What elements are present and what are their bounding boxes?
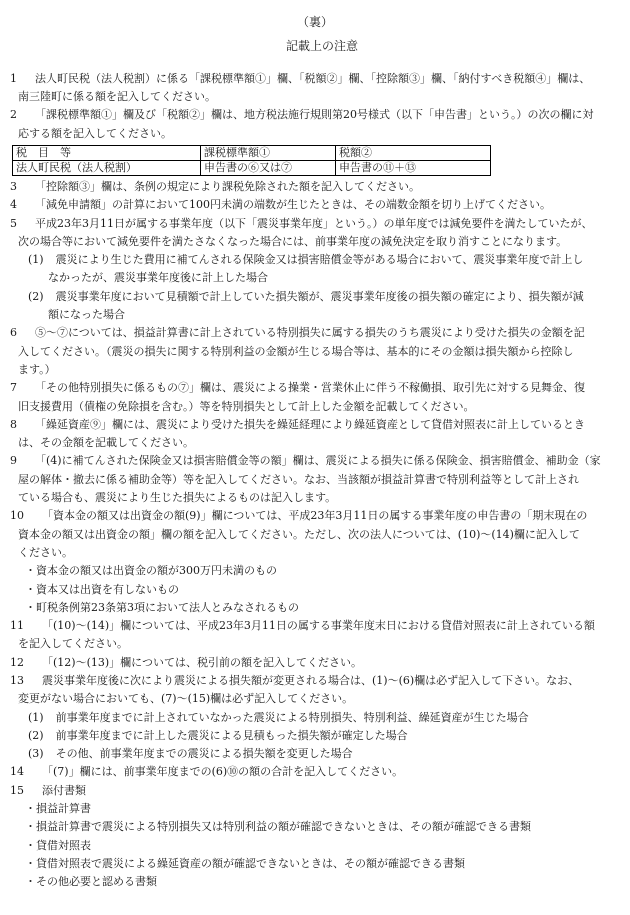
table-header-cell: 税 目 等	[13, 145, 201, 160]
note-line: 旧支援費用（債権の免除損を含む。）等を特別損失として計上した金額を記載してください。	[18, 399, 475, 413]
notes-list	[0, 70, 630, 892]
note-line	[10, 672, 624, 690]
sub-item-1	[18, 709, 624, 727]
note-item-8	[0, 416, 624, 453]
note-text: ⑤～⑦については、損益計算書に計上されている特別損失に属する損失のうち震災により受けた損失の金額を記	[35, 326, 585, 340]
sub-number: (1)	[28, 710, 44, 724]
note-line	[10, 654, 624, 672]
note-line: ている場合も、震災により生じた損失によるものは記入します。	[18, 491, 337, 505]
note-text: 法人町民税（法人税割）に係る「課税標準額①」欄、「税額②」欄、「控除額③」欄、「納付すべき税額④」欄は、	[35, 71, 591, 85]
note-line: 応する額を記入してください。	[18, 126, 172, 140]
note-line	[10, 416, 624, 434]
note-number: 2	[10, 108, 17, 122]
note-text: 「(4)に補てんされた保険金又は損害賠償金等の額」欄は、震災による損失に係る保険金、損害賠償金、補助金（家	[35, 454, 601, 468]
sub-item-2	[18, 727, 624, 745]
note-line: 入してください。（震災の損失に関する特別利益の金額が生じる場合等は、基本的にその金額は損失額から控除し	[18, 344, 574, 358]
note-item-2	[0, 106, 624, 143]
note-number: 5	[10, 216, 17, 230]
note-item-3	[0, 178, 624, 196]
note-text: 「(7)」欄には、前事業年度までの(6)⑩の額の合計を記入してください。	[42, 765, 404, 779]
attachment-item: ・貸借対照表	[25, 838, 91, 852]
note-number: 11	[10, 619, 24, 633]
sub-line	[28, 709, 624, 727]
bullet-item: ・資本又は出資を有しないもの	[25, 582, 179, 596]
table-row	[13, 160, 491, 175]
note-text: 震災事業年度後に次により震災による損失額が変更される場合は、(1)～(6)欄は必ず記入して下さい。なお、	[42, 674, 580, 687]
note-number: 8	[10, 417, 17, 431]
note-item-1	[0, 70, 624, 107]
sub-text: 前事業年度までに計上されていなかった震災による特別損失、特別利益、繰延資産が生じた場合	[55, 710, 529, 724]
note-line	[10, 507, 624, 525]
table-cell: 申告書の⑥又は⑦	[201, 160, 336, 175]
note-text: 「減免申請額」の計算において100円未満の端数が生じたときは、その端数金額を切り上げてください。	[35, 198, 551, 212]
note-line: は、その金額を記載してください。	[18, 436, 194, 450]
sub-item-2	[18, 288, 624, 325]
note-item-14	[0, 763, 624, 781]
note-item-7	[0, 379, 624, 416]
note-text: 添付書類	[42, 783, 86, 797]
note-line	[10, 70, 624, 88]
note-text: 「その他特別損失に係るもの⑦」欄は、震災による操業・営業休止に伴う不稼働損、取引先に対する見舞金、復	[35, 381, 585, 395]
page-side-label: （裏）	[296, 15, 333, 29]
page-header	[0, 0, 630, 58]
sub-line: 額になった場合	[48, 308, 125, 322]
note-number: 12	[10, 655, 24, 669]
note-number: 10	[10, 509, 24, 523]
note-line: 変更がない場合においても、(7)～(15)欄は必ず記入してください。	[18, 692, 354, 706]
note-item-6	[0, 324, 624, 379]
note-text: 「(12)～(13)」欄については、税引前の額を記入してください。	[42, 655, 362, 669]
sub-line	[28, 251, 624, 269]
attachment-item: ・貸借対照表で震災による繰延資産の額が確認できないときは、その額が確認できる書類	[25, 856, 465, 870]
note-number: 13	[10, 674, 24, 687]
note-line: を記入してください。	[18, 637, 128, 651]
note-line	[10, 379, 624, 397]
note-line	[10, 215, 624, 233]
sub-text: 震災により生じた費用に補てんされる保険金又は損害賠償金等がある場合において、震災事業年度で計上し	[55, 253, 584, 267]
sub-number: (2)	[28, 728, 44, 742]
note-line: ください。	[18, 545, 73, 559]
note-item-10	[0, 507, 624, 617]
sub-number: (2)	[28, 289, 44, 303]
sub-line	[28, 745, 624, 763]
note-line	[10, 196, 624, 214]
note-line	[10, 617, 624, 635]
note-line	[10, 106, 624, 124]
note-line	[10, 782, 624, 800]
note-text: 平成23年3月11日が属する事業年度（以下「震災事業年度」という。）の単年度では減免要件を満たしていたが、	[35, 216, 593, 230]
note-line	[10, 452, 624, 470]
note-number: 3	[10, 179, 17, 193]
note-line	[10, 324, 624, 342]
note-item-9	[0, 452, 624, 507]
note-line: 屋の解体・撤去に係る補助金等）等を記入してください。なお、当該額が損益計算書で特別利益等として計上され	[18, 472, 579, 486]
note-line: 次の場合等において減免要件を満たさなくなった場合には、前事業年度の減免決定を取り消すことになります。	[18, 234, 568, 248]
note-number: 1	[10, 71, 17, 85]
attachment-item: ・損益計算書	[25, 802, 91, 816]
table-cell: 法人町民税（法人税割）	[13, 160, 201, 175]
note-item-4	[0, 196, 624, 214]
note-line: 資本金の額又は出資金の額」欄の額を記入してください。ただし、次の法人については、(10)～(14)欄に記入して	[18, 527, 580, 541]
table-header-row	[13, 145, 491, 160]
attachment-item: ・損益計算書で震災による特別損失又は特別利益の額が確認できないときは、その額が確認できる書類	[25, 820, 531, 834]
sub-line: なかったが、震災事業年度後に計上した場合	[48, 271, 268, 285]
note-item-13	[0, 672, 624, 763]
note-item-11	[0, 617, 624, 654]
note-text: 「資本金の額又は出資金の額(9)」欄については、平成23年3月11日の属する事業年度の申告書の「期末現在の	[42, 509, 588, 523]
sub-line	[28, 727, 624, 745]
sub-item-1	[18, 251, 624, 288]
sub-number: (1)	[28, 253, 44, 267]
sub-item-3	[18, 745, 624, 763]
bullet-item: ・町税条例第23条第3項において法人とみなされるもの	[25, 600, 299, 614]
bullet-item: ・資本金の額又は出資金の額が300万円未満のもの	[25, 564, 277, 578]
note-number: 9	[10, 454, 17, 468]
sub-number: (3)	[28, 747, 44, 761]
sub-text: その他、前事業年度までの震災による損失額を変更した場合	[55, 747, 353, 761]
tax-correspondence-table	[12, 145, 491, 176]
note-item-15	[0, 782, 624, 892]
note-text: 「繰延資産⑨」欄には、震災により受けた損失を繰延経理により繰延資産として貸借対照表に計上しているとき	[35, 417, 585, 431]
table-header-cell: 課税標準額①	[201, 145, 336, 160]
page-title: 記載上の注意	[285, 39, 358, 53]
note-number: 14	[10, 765, 24, 779]
sub-line	[28, 288, 624, 306]
note-number: 15	[10, 783, 24, 797]
table-header-cell: 税額②	[336, 145, 491, 160]
sub-text: 震災事業年度において見積額で計上していた損失額が、震災事業年度後の損失額の確定により、損失額が減	[55, 289, 584, 303]
note-item-12	[0, 654, 624, 672]
note-number: 4	[10, 198, 17, 212]
note-number: 6	[10, 326, 17, 340]
note-line	[10, 178, 624, 196]
note-item-5	[0, 215, 624, 325]
note-line	[10, 763, 624, 781]
note-line: ます。）	[18, 362, 56, 376]
table-cell: 申告書の⑪＋⑬	[336, 160, 491, 175]
note-text: 「控除額③」欄は、条例の規定により課税免除された額を記入してください。	[35, 179, 420, 193]
attachment-item: ・その他必要と認める書類	[25, 875, 157, 889]
note-text: 「課税標準額①」欄及び「税額②」欄は、地方税法施行規則第20号様式（以下「申告書」という。）の次の欄に対	[35, 108, 594, 122]
sub-text: 前事業年度までに計上した震災による見積もった損失額が確定した場合	[55, 728, 408, 742]
note-text: 「(10)～(14)」欄については、平成23年3月11日の属する事業年度末日における貸借対照表に計上されている額	[42, 619, 595, 633]
note-number: 7	[10, 381, 17, 395]
note-line: 南三陸町に係る額を記入してください。	[18, 90, 216, 104]
